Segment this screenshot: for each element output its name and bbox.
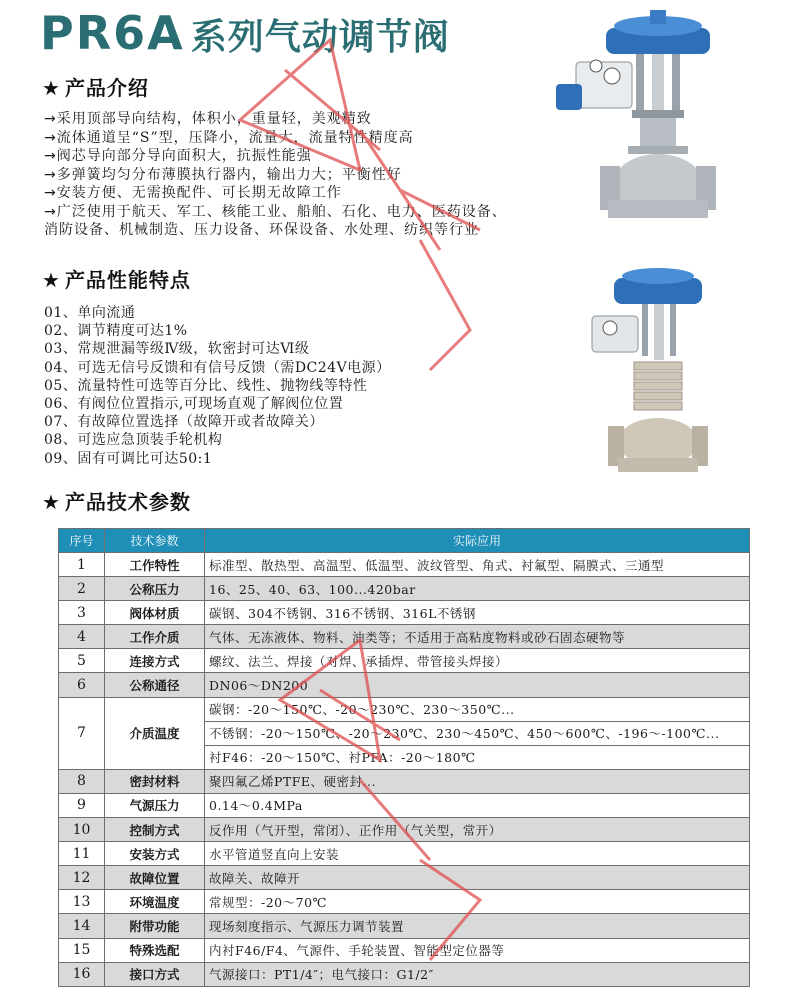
valve-image-top [548, 6, 730, 228]
row-index: 7 [59, 697, 105, 769]
row-index: 1 [59, 553, 105, 577]
intro-item: 消防设备、机械制造、压力设备、环保设备、水处理、纺织等行业 [44, 222, 479, 238]
row-application: 衬F46：-20～150℃、衬PFA：-20～180℃ [205, 745, 750, 769]
row-index: 2 [59, 577, 105, 601]
row-param: 工作特性 [105, 553, 205, 577]
row-application: 反作用（气开型，常闭）、正作用（气关型，常开） [205, 818, 750, 842]
row-param: 控制方式 [105, 818, 205, 842]
arrow-icon: → [44, 129, 57, 146]
row-application: 内衬F46/F4、气源件、手轮装置、智能型定位器等 [205, 938, 750, 962]
feature-item: 07、有故障位置选择（故障开或者故障关） [44, 414, 324, 431]
page-title [40, 6, 450, 62]
row-param: 公称压力 [105, 577, 205, 601]
arrow-icon: → [44, 148, 57, 164]
row-index: 14 [59, 914, 105, 938]
row-param: 阀体材质 [105, 601, 205, 625]
series-name: 系列气动调节阀 [190, 17, 450, 58]
row-param: 安装方式 [105, 842, 205, 866]
row-application: 碳钢、304不锈钢、316不锈钢、316L不锈钢 [205, 601, 750, 625]
arrow-icon: → [44, 203, 57, 220]
feature-item: 02、调节精度可达1% [44, 323, 188, 340]
table-row [59, 601, 750, 625]
table-row [59, 793, 750, 817]
row-index: 9 [59, 793, 105, 817]
row-application: 气源接口：PT1/4″；电气接口：G1/2″ [205, 962, 750, 986]
intro-item: →流体通道呈“S”型，压降小，流量大，流量特性精度高 [44, 129, 414, 146]
row-param: 公称通径 [105, 673, 205, 697]
row-param: 密封材料 [105, 769, 205, 793]
row-param: 介质温度 [105, 697, 205, 769]
row-application: 0.14～0.4MPa [205, 793, 750, 817]
row-index: 15 [59, 938, 105, 962]
row-application: DN06～DN200 [205, 673, 750, 697]
star-icon: ★ [42, 76, 61, 100]
feature-item: 09、固有可调比可达50:1 [44, 450, 213, 467]
table-row [59, 553, 750, 577]
row-application: 现场刻度指示、气源压力调节装置 [205, 914, 750, 938]
spec-table-header [59, 529, 750, 553]
model-number: PR6A [40, 6, 185, 60]
table-row [59, 890, 750, 914]
spec-table [58, 528, 750, 987]
row-application: 故障关、故障开 [205, 866, 750, 890]
row-param: 故障位置 [105, 866, 205, 890]
header-application: 实际应用 [205, 529, 750, 553]
header-param: 技术参数 [105, 529, 205, 553]
feature-item: 08、可选应急顶装手轮机构 [44, 432, 223, 449]
intro-item: →广泛使用于航天、军工、核能工业、船舶、石化、电力、医药设备、 [44, 203, 507, 220]
row-index: 4 [59, 625, 105, 649]
row-index: 13 [59, 890, 105, 914]
table-row [59, 769, 750, 793]
table-row [59, 866, 750, 890]
section-heading-intro: ★ 产品介绍 [42, 76, 149, 100]
feature-item: 06、有阀位位置指示,可现场直观了解阀位位置 [44, 396, 344, 413]
row-param: 连接方式 [105, 649, 205, 673]
row-param: 特殊选配 [105, 938, 205, 962]
table-row [59, 914, 750, 938]
feature-item: 04、可选无信号反馈和有信号反馈（需DC24V电源） [44, 359, 391, 376]
arrow-icon: → [44, 185, 57, 201]
table-row [59, 577, 750, 601]
row-application: 水平管道竖直向上安装 [205, 842, 750, 866]
table-row [59, 673, 750, 697]
row-param: 气源压力 [105, 793, 205, 817]
row-application: 聚四氟乙烯PTFE、硬密封... [205, 769, 750, 793]
table-row [59, 962, 750, 986]
row-application: 16、25、40、63、100...420bar [205, 577, 750, 601]
row-param: 接口方式 [105, 962, 205, 986]
row-application: 常规型：-20～70℃ [205, 890, 750, 914]
row-application: 碳钢：-20～150℃、-20～230℃、230～350℃... [205, 697, 750, 721]
section-heading-features: ★ 产品性能特点 [42, 268, 191, 292]
feature-item: 03、常规泄漏等级Ⅳ级，软密封可达Ⅵ级 [44, 341, 310, 358]
row-index: 11 [59, 842, 105, 866]
intro-item: →安装方便、无需换配件、可长期无故障工作 [44, 185, 342, 201]
intro-item: →多弹簧均匀分布薄膜执行器内，输出力大；平衡性好 [44, 166, 402, 183]
row-param: 工作介质 [105, 625, 205, 649]
table-row [59, 697, 750, 721]
star-icon: ★ [42, 490, 61, 514]
row-param: 附带功能 [105, 914, 205, 938]
intro-item: →采用顶部导向结构，体积小，重量轻，美观精致 [44, 111, 372, 127]
arrow-icon: → [44, 166, 57, 183]
row-index: 3 [59, 601, 105, 625]
row-index: 10 [59, 818, 105, 842]
row-index: 8 [59, 769, 105, 793]
row-application: 标准型、散热型、高温型、低温型、波纹管型、角式、衬氟型、隔膜式、三通型 [205, 553, 750, 577]
section-heading-specs: ★ 产品技术参数 [42, 490, 191, 514]
intro-item: →阀芯导向部分导向面积大，抗振性能强 [44, 148, 312, 164]
valve-image-bottom [588, 266, 720, 478]
table-row [59, 649, 750, 673]
feature-item: 05、流量特性可选等百分比、线性、抛物线等特性 [44, 377, 368, 394]
row-index: 12 [59, 866, 105, 890]
row-application: 螺纹、法兰、焊接（对焊、承插焊、带管接头焊接） [205, 649, 750, 673]
row-index: 16 [59, 962, 105, 986]
row-index: 5 [59, 649, 105, 673]
row-application: 气体、无冻液体、物料、油类等；不适用于高粘度物料或砂石固态硬物等 [205, 625, 750, 649]
table-row [59, 938, 750, 962]
row-param: 环境温度 [105, 890, 205, 914]
table-row [59, 818, 750, 842]
star-icon: ★ [42, 268, 61, 292]
row-application: 不锈钢：-20～150℃、-20～230℃、230～450℃、450～600℃、-196～-100℃... [205, 721, 750, 745]
arrow-icon: → [44, 111, 57, 127]
intro-list [44, 110, 624, 240]
table-row [59, 625, 750, 649]
features-list [44, 304, 604, 468]
header-index: 序号 [59, 529, 105, 553]
feature-item: 01、单向流通 [44, 305, 136, 321]
row-index: 6 [59, 673, 105, 697]
table-row [59, 842, 750, 866]
